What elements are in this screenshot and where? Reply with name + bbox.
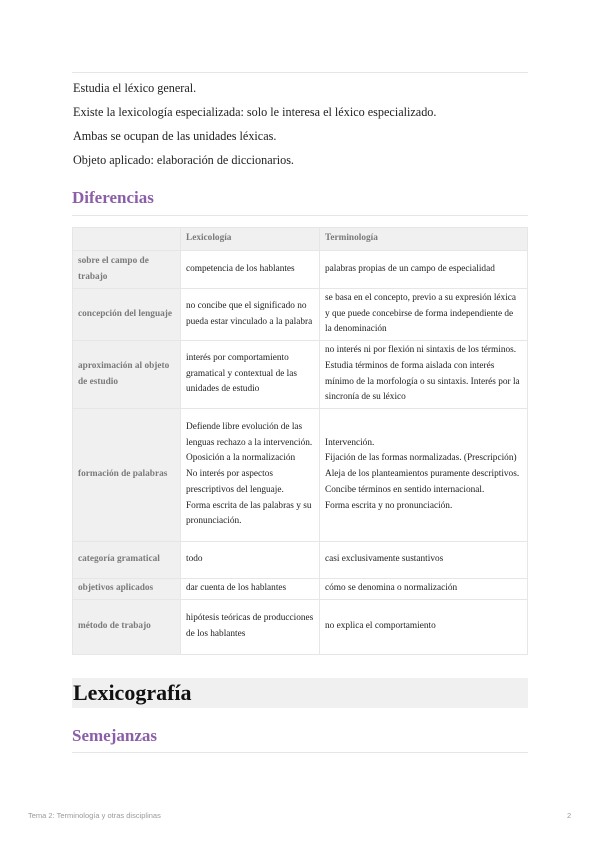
lexicologia-cell [181, 409, 320, 542]
terminologia-cell: no interés ni por flexión ni sintaxis de los términos. Estudia términos de forma aislada con interés mínimo de la morfología o su sintaxis. Interés por la sincronía de su léxico [320, 341, 528, 409]
terminologia-cell: no explica el comportamiento [320, 600, 528, 655]
row-label: aproximación al objeto de estudio [73, 341, 181, 409]
table-row [73, 251, 528, 289]
terminologia-cell: cómo se denomina o normalización [320, 579, 528, 600]
page-number: 2 [567, 811, 572, 820]
header-terminologia: Terminología [320, 228, 528, 251]
lexicologia-cell: dar cuenta de los hablantes [181, 579, 320, 600]
row-label: método de trabajo [73, 600, 181, 655]
table-row [73, 289, 528, 341]
lexicologia-cell: hipótesis teóricas de producciones de los hablantes [181, 600, 320, 655]
lexicologia-cell: todo [181, 542, 320, 579]
row-label: concepción del lenguaje [73, 289, 181, 341]
comparison-table [72, 227, 528, 655]
header-lexicologia: Lexicología [181, 228, 320, 251]
heading-semejanzas-divider [72, 752, 528, 753]
heading-semejanzas: Semejanzas [72, 726, 157, 745]
row-label: sobre el campo de trabajo [73, 251, 181, 289]
table-row [73, 341, 528, 409]
table-row [73, 600, 528, 655]
cell-line: Concibe términos en sentido internacional. [325, 484, 485, 495]
terminologia-cell [320, 409, 528, 542]
row-label: formación de palabras [73, 409, 181, 542]
lexicologia-cell: interés por comportamiento gramatical y contextual de las unidades de estudio [181, 341, 320, 409]
lexicologia-cell: competencia de los hablantes [181, 251, 320, 289]
terminologia-cell: palabras propias de un campo de especialidad [320, 251, 528, 289]
heading-diferencias-divider [72, 215, 528, 216]
row-label: categoría gramatical [73, 542, 181, 579]
table-row [73, 409, 528, 542]
cell-line: Fijación de las formas normalizadas. (Prescripción) [325, 453, 517, 464]
cell-line: Defiende libre evolución de las lenguas rechazo a la intervención. [186, 422, 313, 448]
cell-line: Forma escrita de las palabras y su pronunciación. [186, 500, 312, 527]
heading-diferencias: Diferencias [72, 188, 154, 207]
intro-line-1: Estudia el léxico general. [73, 81, 197, 95]
cell-line: Forma escrita y no pronunciación. [325, 500, 453, 511]
table-header-row [73, 228, 528, 251]
terminologia-cell: se basa en el concepto, previo a su expresión léxica y que puede concebirse de forma independiente de la denominación [320, 289, 528, 341]
row-label: objetivos aplicados [73, 579, 181, 600]
top-divider [72, 72, 528, 73]
lexicologia-cell: no concibe que el significado no pueda estar vinculado a la palabra [181, 289, 320, 341]
table-row [73, 579, 528, 600]
cell-line: Intervención. [325, 437, 375, 448]
cell-line: No interés por aspectos prescriptivos del lenguaje. [186, 469, 284, 495]
heading-lexicografia: Lexicografía [73, 680, 192, 705]
intro-line-3: Ambas se ocupan de las unidades léxicas. [73, 129, 277, 143]
intro-line-2: Existe la lexicología especializada: solo le interesa el léxico especializado. [73, 105, 437, 119]
table-row [73, 542, 528, 579]
intro-line-4: Objeto aplicado: elaboración de diccionarios. [73, 153, 294, 167]
footer-title: Tema 2: Terminología y otras disciplinas [28, 811, 161, 820]
terminologia-cell: casi exclusivamente sustantivos [320, 542, 528, 579]
cell-line: Oposición a la normalización [186, 453, 296, 464]
cell-line: Aleja de los planteamientos puramente descriptivos. [325, 469, 520, 480]
header-empty [73, 228, 181, 251]
